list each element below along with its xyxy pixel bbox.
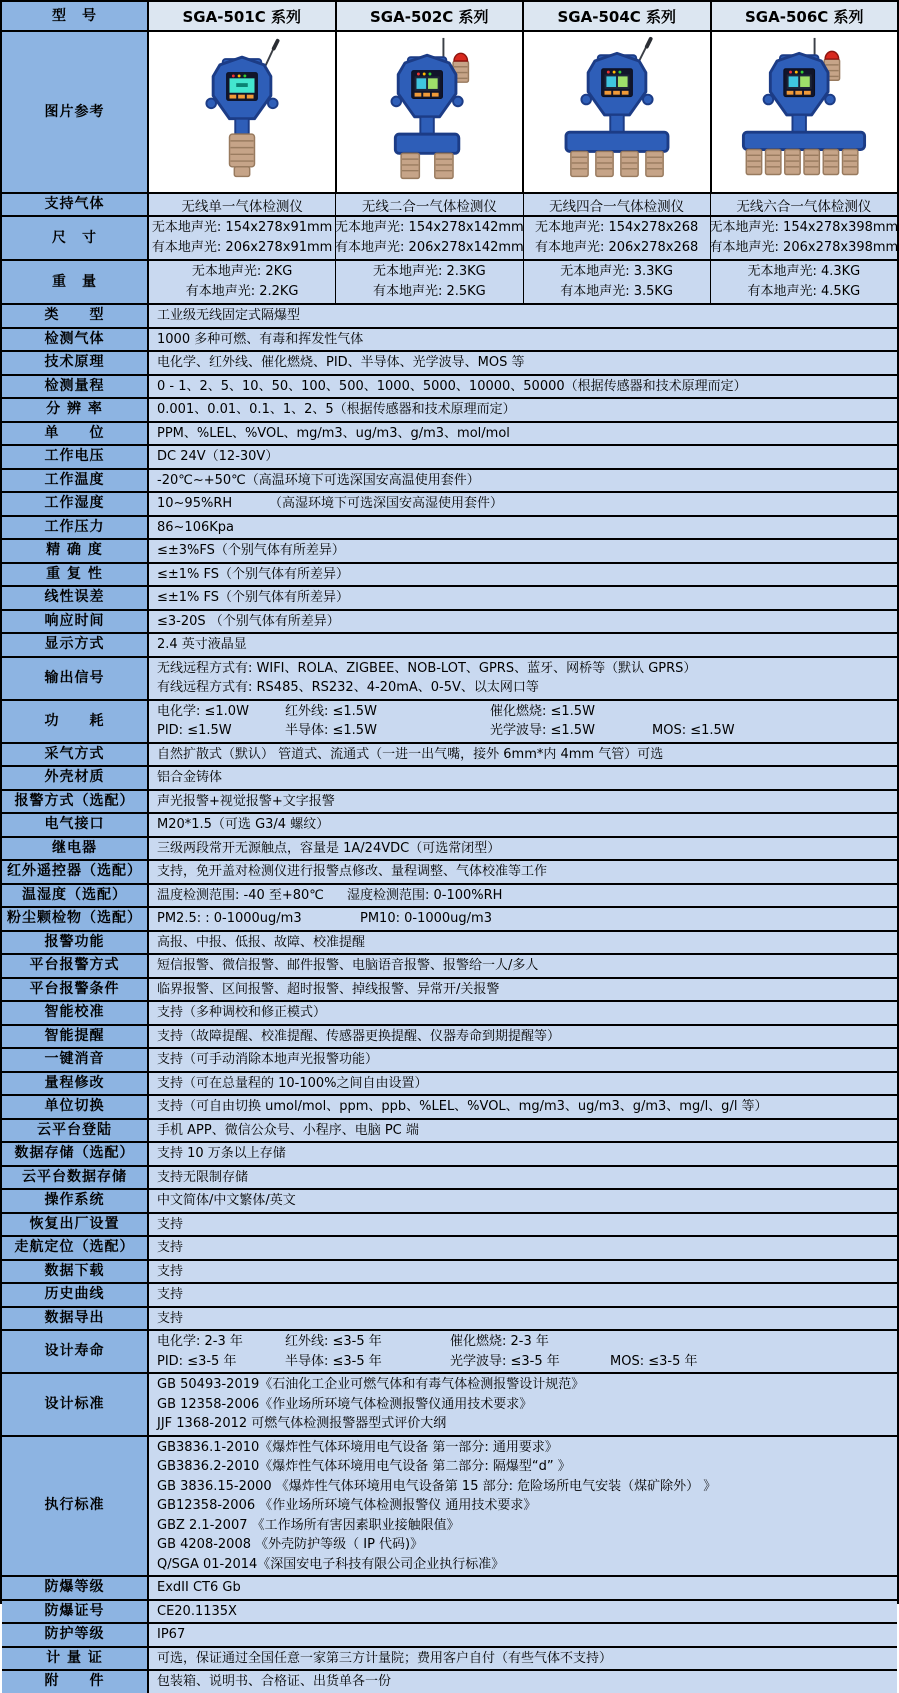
spec-value xyxy=(149,1331,897,1372)
weight-line: 有本地声光: 2.2KG xyxy=(185,283,299,299)
spec-label: 采气方式 xyxy=(2,744,149,766)
table-row xyxy=(2,812,897,836)
weight-line: 有本地声光: 3.5KG xyxy=(560,283,674,299)
spec-segment: PM2.5: : 0-1000ug/m3 xyxy=(157,911,302,926)
spec-value xyxy=(149,564,897,586)
spec-line: 支持（多种调校和修正模式） xyxy=(157,1005,327,1020)
spec-value xyxy=(149,932,897,954)
spec-line: 支持 xyxy=(157,1263,184,1279)
table-row xyxy=(2,562,897,586)
spec-label: 功 耗 xyxy=(2,701,149,742)
spec-line: GB 50493-2019《石油化工企业可燃气体和有毒气体检测报警设计规范》 xyxy=(157,1377,585,1392)
spec-label: 一键消音 xyxy=(2,1049,149,1071)
spec-line: 2.4 英寸液晶显 xyxy=(157,637,247,652)
spec-segment: 光学波导: ≤1.5W xyxy=(490,723,595,738)
spec-line: 无线远程方式有: WIFI、ROLA、ZIGBEE、NOB-LOT、GPRS、蓝牙、网桥等（默认 GPRS） xyxy=(157,660,697,676)
gas-detector-6in1-icon xyxy=(720,36,888,188)
spec-line: 铝合金铸体 xyxy=(157,770,223,785)
spec-line: 临界报警、区间报警、超时报警、掉线报警、异常开/关报警 xyxy=(157,981,500,997)
spec-line: 电化学、红外线、催化燃烧、PID、半导体、光学波导、MOS 等 xyxy=(157,355,525,370)
model-header-label: 型 号 xyxy=(2,2,149,30)
spec-line: M20*1.5（可选 G3/4 螺纹） xyxy=(157,817,330,832)
dimensions-501c xyxy=(149,217,336,259)
spec-label: 检测气体 xyxy=(2,329,149,351)
spec-label: 报警方式（选配） xyxy=(2,791,149,813)
model-header-sga-506c: SGA-506C 系列 xyxy=(712,2,898,30)
weight-line: 有本地声光: 4.5KG xyxy=(747,283,861,299)
image-row-label: 图片参考 xyxy=(2,32,149,192)
spec-segment: 湿度检测范围: 0-100%RH xyxy=(347,887,503,903)
spec-label: 操作系统 xyxy=(2,1190,149,1212)
spec-value xyxy=(149,1049,897,1071)
table-row xyxy=(2,699,897,742)
dimensions-label: 尺 寸 xyxy=(2,217,149,259)
spec-label: 智能校准 xyxy=(2,1002,149,1024)
detector-image-sga-502c xyxy=(337,32,525,192)
spec-value xyxy=(149,1624,897,1646)
spec-line: 支持 xyxy=(157,1216,184,1232)
spec-value xyxy=(149,493,897,515)
table-row xyxy=(2,930,897,954)
spec-line: 支持 xyxy=(157,1310,184,1326)
spec-value xyxy=(149,908,897,930)
spec-value xyxy=(149,1374,897,1435)
dimension-line: 有本地声光: 206x278x91mm xyxy=(151,239,333,255)
spec-value xyxy=(149,885,897,907)
spec-line: 1000 多种可燃、有毒和挥发性气体 xyxy=(157,331,364,347)
spec-label: 工作压力 xyxy=(2,517,149,539)
weight-row xyxy=(2,259,897,303)
spec-label: 显示方式 xyxy=(2,634,149,656)
spec-value xyxy=(149,1308,897,1330)
spec-line: GB 4208-2008 《外壳防护等级（ IP 代码)》 xyxy=(157,1537,424,1552)
weight-501c xyxy=(149,261,336,303)
spec-line: 支持无限制存储 xyxy=(157,1169,249,1185)
table-row xyxy=(2,883,897,907)
table-row xyxy=(2,789,897,813)
spec-label: 线性误差 xyxy=(2,587,149,609)
spec-label: 报警功能 xyxy=(2,932,149,954)
spec-line: 支持 xyxy=(157,1240,184,1255)
spec-line: 0 - 1、2、5、10、50、100、500、1000、5000、10000、50000（根据传感器和技术原理而定） xyxy=(157,378,747,394)
spec-line: -20℃~+50℃（高温环境下可选深国安高温使用套件） xyxy=(157,472,480,488)
spec-label: 工作电压 xyxy=(2,446,149,468)
spec-segment: 催化燃烧: 2-3 年 xyxy=(450,1334,549,1349)
dimensions-502c xyxy=(336,217,523,259)
spec-line: 支持（可手动消除本地声光报警功能） xyxy=(157,1052,379,1067)
table-row xyxy=(2,468,897,492)
detector-image-sga-501c xyxy=(149,32,337,192)
spec-segment: 半导体: ≤3-5 年 xyxy=(285,1353,382,1369)
spec-line: 支持（可在总量程的 10-100%之间自由设置） xyxy=(157,1075,428,1091)
table-row xyxy=(2,632,897,656)
spec-label: 设计寿命 xyxy=(2,1331,149,1372)
image-reference-row xyxy=(2,30,897,192)
table-row xyxy=(2,953,897,977)
table-row xyxy=(2,538,897,562)
spec-value xyxy=(149,399,897,421)
table-row xyxy=(2,742,897,766)
spec-label: 精 确 度 xyxy=(2,540,149,562)
spec-value xyxy=(149,1096,897,1118)
table-row xyxy=(2,1575,897,1599)
table-row xyxy=(2,836,897,860)
table-header-row xyxy=(2,2,897,30)
spec-line: 高报、中报、低报、故障、校准提醒 xyxy=(157,934,366,950)
spec-label: 平台报警条件 xyxy=(2,979,149,1001)
spec-line: 支持（可自由切换 umol/mol、ppm、ppb、%LEL、%VOL、mg/m3、ug/m3、g/m3、mg/l、g/l 等） xyxy=(157,1099,768,1114)
spec-value xyxy=(149,517,897,539)
table-row xyxy=(2,1094,897,1118)
spec-segment: PM10: 0-1000ug/m3 xyxy=(360,911,492,926)
table-row xyxy=(2,327,897,351)
spec-line xyxy=(157,1352,897,1372)
spec-line xyxy=(157,494,897,514)
spec-line: 0.001、0.01、0.1、1、2、5（根据传感器和技术原理而定） xyxy=(157,402,516,417)
spec-label: 云平台数据存储 xyxy=(2,1167,149,1189)
spec-segment: 催化燃烧: ≤1.5W xyxy=(490,703,595,719)
spec-value xyxy=(149,701,897,742)
spec-value xyxy=(149,376,897,398)
spec-line: GB 3836.15-2000 《爆炸性气体环境用电气设备第 15 部分: 危险场所电气安装（煤矿除外） 》 xyxy=(157,1478,717,1494)
dimension-line: 有本地声光: 206x278x142mm xyxy=(335,239,524,255)
model-header-sga-502c: SGA-502C 系列 xyxy=(337,2,525,30)
spec-value xyxy=(149,1002,897,1024)
spec-label: 执行标准 xyxy=(2,1437,149,1576)
table-row xyxy=(2,906,897,930)
spec-line: 可选，保证通过全国任意一家第三方计量院；费用客户自付（有些气体不支持） xyxy=(157,1650,613,1666)
spec-value xyxy=(149,767,897,789)
table-row xyxy=(2,1212,897,1236)
spec-line: 支持（故障提醒、校准提醒、传感器更换提醒、仪器寿命到期提醒等） xyxy=(157,1028,561,1044)
spec-line: CE20.1135X xyxy=(157,1603,237,1619)
table-row xyxy=(2,977,897,1001)
spec-label: 设计标准 xyxy=(2,1374,149,1435)
spec-value xyxy=(149,1073,897,1095)
spec-line: 包装箱、说明书、合格证、出货单各一份 xyxy=(157,1674,392,1689)
spec-line: IP67 xyxy=(157,1627,186,1642)
table-row xyxy=(2,585,897,609)
spec-value xyxy=(149,838,897,860)
spec-line: JJF 1368-2012 可燃气体检测报警器型式评价大纲 xyxy=(157,1416,447,1431)
spec-label: 量程修改 xyxy=(2,1073,149,1095)
spec-line: GB12358-2006 《作业场所环境气体检测报警仪 通用技术要求》 xyxy=(157,1498,537,1513)
spec-label: 温湿度（选配） xyxy=(2,885,149,907)
spec-line: 声光报警+视觉报警+文字报警 xyxy=(157,793,335,809)
spec-line: 自然扩散式（默认） 管道式、流通式（一进一出气嘴，接外 6mm*内 4mm 气管）可选 xyxy=(157,746,664,762)
spec-segment: MOS: ≤1.5W xyxy=(652,723,735,738)
table-row xyxy=(2,491,897,515)
spec-value xyxy=(149,352,897,374)
table-row xyxy=(2,1599,897,1623)
detector-image-sga-506c xyxy=(712,32,898,192)
spec-value xyxy=(149,1120,897,1142)
table-row xyxy=(2,1669,897,1693)
spec-value xyxy=(149,634,897,656)
weight-506c xyxy=(711,261,897,303)
spec-line: 支持 xyxy=(157,1287,184,1302)
spec-label: 恢复出厂设置 xyxy=(2,1214,149,1236)
spec-label: 粉尘颗检物（选配） xyxy=(2,908,149,930)
spec-line: PPM、%LEL、%VOL、mg/m3、ug/m3、g/m3、mol/mol xyxy=(157,425,510,441)
table-row xyxy=(2,1047,897,1071)
spec-line: 86~106Kpa xyxy=(157,519,234,535)
table-row xyxy=(2,1306,897,1330)
spec-value xyxy=(149,1437,897,1576)
spec-line: 短信报警、微信报警、邮件报警、电脑语音报警、报警给一人/多人 xyxy=(157,958,539,973)
spec-label: 输出信号 xyxy=(2,658,149,699)
dimension-line: 无本地声光: 154x278x142mm xyxy=(335,220,524,236)
spec-value xyxy=(149,955,897,977)
spec-label: 重 复 性 xyxy=(2,564,149,586)
weight-line: 有本地声光: 2.5KG xyxy=(372,283,486,299)
model-header-sga-501c: SGA-501C 系列 xyxy=(149,2,337,30)
spec-value xyxy=(149,587,897,609)
spec-line: 中文简体/中文繁体/英文 xyxy=(157,1193,296,1208)
table-row xyxy=(2,656,897,699)
spec-line: ExdII CT6 Gb xyxy=(157,1580,241,1595)
spec-line xyxy=(157,702,897,722)
spec-line: 有线远程方式有: RS485、RS232、4-20mA、0-5V、以太网口等 xyxy=(157,680,539,695)
spec-line: 支持，免开盖对检测仪进行报警点修改、量程调整、气体校准等工作 xyxy=(157,864,548,879)
weight-line: 无本地声光: 2KG xyxy=(191,264,293,280)
spec-line: 工业级无线固定式隔爆型 xyxy=(157,308,301,323)
spec-value xyxy=(149,305,897,327)
weight-line: 无本地声光: 4.3KG xyxy=(747,264,861,280)
weight-line: 无本地声光: 3.3KG xyxy=(560,264,674,280)
spec-value xyxy=(149,744,897,766)
spec-value xyxy=(149,1261,897,1283)
spec-value xyxy=(149,1190,897,1212)
spec-segment: MOS: ≤3-5 年 xyxy=(610,1353,698,1369)
table-row xyxy=(2,1188,897,1212)
spec-label: 历史曲线 xyxy=(2,1284,149,1306)
table-row xyxy=(2,1024,897,1048)
dimensions-row xyxy=(2,215,897,259)
spec-label: 外壳材质 xyxy=(2,767,149,789)
table-row xyxy=(2,765,897,789)
spec-line: GB3836.2-2010《爆炸性气体环境用电气设备 第二部分: 隔爆型“d” 》 xyxy=(157,1459,571,1474)
spec-segment: （高湿环境下可选深国安高湿使用套件） xyxy=(269,496,504,511)
spec-segment: PID: ≤1.5W xyxy=(157,723,232,738)
gas-detector-2in1-icon xyxy=(354,36,504,188)
spec-label: 分 辨 率 xyxy=(2,399,149,421)
weight-502c xyxy=(336,261,523,303)
table-row xyxy=(2,1646,897,1670)
spec-label: 红外遥控器（选配） xyxy=(2,861,149,883)
spec-line: GB 12358-2006《作业场所环境气体检测报警仪通用技术要求》 xyxy=(157,1396,533,1412)
detector-image-sga-504c xyxy=(524,32,712,192)
table-row xyxy=(2,444,897,468)
dimension-line: 无本地声光: 154x278x268 xyxy=(534,220,699,236)
spec-value xyxy=(149,1671,897,1693)
supported-gas-row xyxy=(2,192,897,215)
spec-value xyxy=(149,470,897,492)
spec-line xyxy=(157,886,897,906)
spec-label: 检测量程 xyxy=(2,376,149,398)
table-row xyxy=(2,1329,897,1372)
spec-label: 数据存储（选配） xyxy=(2,1143,149,1165)
weight-label: 重 量 xyxy=(2,261,149,303)
table-row xyxy=(2,1165,897,1189)
spec-value xyxy=(149,329,897,351)
spec-label: 数据导出 xyxy=(2,1308,149,1330)
supported-gas-506c: 无线六合一气体检测仪 xyxy=(711,194,897,215)
spec-value xyxy=(149,446,897,468)
dimension-line: 无本地声光: 154x278x91mm xyxy=(151,220,333,236)
spec-line xyxy=(157,909,897,929)
spec-line: Q/SGA 01-2014《深国安电子科技有限公司企业执行标准》 xyxy=(157,1556,505,1572)
spec-label: 计 量 证 xyxy=(2,1648,149,1670)
spec-value xyxy=(149,1143,897,1165)
spec-segment: 红外线: ≤1.5W xyxy=(285,703,377,719)
spec-line: ≤±1% FS（个别气体有所差异） xyxy=(157,590,350,605)
table-row xyxy=(2,1435,897,1576)
table-row xyxy=(2,1000,897,1024)
spec-value xyxy=(149,791,897,813)
table-row xyxy=(2,303,897,327)
supported-gas-label: 支持气体 xyxy=(2,194,149,215)
spec-line xyxy=(157,1332,897,1352)
spec-segment: 光学波导: ≤3-5 年 xyxy=(450,1353,560,1369)
table-row xyxy=(2,1118,897,1142)
spec-value xyxy=(149,861,897,883)
dimension-line: 无本地声光: 154x278x398mm xyxy=(709,220,899,236)
spec-label: 附 件 xyxy=(2,1671,149,1693)
table-row xyxy=(2,859,897,883)
dimension-line: 有本地声光: 206x278x268 xyxy=(534,239,699,255)
spec-segment: 10~95%RH xyxy=(157,496,233,511)
spec-label: 防爆等级 xyxy=(2,1577,149,1599)
spec-line: GB3836.1-2010《爆炸性气体环境用电气设备 第一部分: 通用要求》 xyxy=(157,1439,558,1455)
spec-line: 支持 10 万条以上存储 xyxy=(157,1146,286,1161)
spec-label: 防爆证号 xyxy=(2,1601,149,1623)
spec-line: 手机 APP、微信公众号、小程序、电脑 PC 端 xyxy=(157,1122,419,1138)
spec-label: 继电器 xyxy=(2,838,149,860)
table-row xyxy=(2,609,897,633)
spec-label: 平台报警方式 xyxy=(2,955,149,977)
dimensions-506c xyxy=(711,217,897,259)
spec-label: 工作湿度 xyxy=(2,493,149,515)
gas-detector-4in1-icon xyxy=(538,36,696,188)
supported-gas-502c: 无线二合一气体检测仪 xyxy=(336,194,523,215)
spec-label: 数据下载 xyxy=(2,1261,149,1283)
spec-value xyxy=(149,1167,897,1189)
table-row xyxy=(2,1235,897,1259)
spec-segment: 红外线: ≤3-5 年 xyxy=(285,1334,382,1349)
spec-label: 防护等级 xyxy=(2,1624,149,1646)
spec-label: 类 型 xyxy=(2,305,149,327)
model-header-sga-504c: SGA-504C 系列 xyxy=(524,2,712,30)
spec-value xyxy=(149,1214,897,1236)
table-row xyxy=(2,1282,897,1306)
spec-label: 云平台登陆 xyxy=(2,1120,149,1142)
spec-segment: 半导体: ≤1.5W xyxy=(285,723,377,738)
spec-line: DC 24V（12-30V） xyxy=(157,449,279,464)
spec-value xyxy=(149,1577,897,1599)
spec-segment: 电化学: 2-3 年 xyxy=(157,1334,243,1349)
gas-detector-single-icon xyxy=(167,36,317,188)
spec-value xyxy=(149,1284,897,1306)
spec-line: 三级两段常开无源触点，容量是 1A/24VDC（可选常闭型） xyxy=(157,840,501,856)
spec-label: 智能提醒 xyxy=(2,1026,149,1048)
spec-label: 电气接口 xyxy=(2,814,149,836)
table-row xyxy=(2,1141,897,1165)
spec-label: 走航定位（选配） xyxy=(2,1237,149,1259)
spec-value xyxy=(149,1648,897,1670)
table-row xyxy=(2,421,897,445)
weight-line: 无本地声光: 2.3KG xyxy=(372,264,486,280)
table-row xyxy=(2,1071,897,1095)
spec-value xyxy=(149,540,897,562)
spec-label: 单位切换 xyxy=(2,1096,149,1118)
spec-label: 响应时间 xyxy=(2,611,149,633)
spec-value xyxy=(149,658,897,699)
spec-label: 单 位 xyxy=(2,423,149,445)
dimension-line: 有本地声光: 206x278x398mm xyxy=(709,239,899,255)
weight-504c xyxy=(524,261,711,303)
table-row xyxy=(2,1259,897,1283)
table-row xyxy=(2,350,897,374)
table-row xyxy=(2,374,897,398)
supported-gas-504c: 无线四合一气体检测仪 xyxy=(524,194,711,215)
spec-segment: 电化学: ≤1.0W xyxy=(157,703,249,719)
spec-segment: 温度检测范围: -40 至+80℃ xyxy=(157,887,324,903)
spec-line: GBZ 2.1-2007 《工作场所有害因素职业接触限值》 xyxy=(157,1517,460,1533)
dimensions-504c xyxy=(524,217,711,259)
supported-gas-501c: 无线单一气体检测仪 xyxy=(149,194,336,215)
spec-value xyxy=(149,1026,897,1048)
spec-label: 工作温度 xyxy=(2,470,149,492)
table-row xyxy=(2,1622,897,1646)
spec-value xyxy=(149,1237,897,1259)
spec-line xyxy=(157,721,897,741)
table-row xyxy=(2,1372,897,1435)
table-row xyxy=(2,397,897,421)
spec-label: 技术原理 xyxy=(2,352,149,374)
spec-value xyxy=(149,814,897,836)
spec-value xyxy=(149,423,897,445)
spec-segment: PID: ≤3-5 年 xyxy=(157,1353,237,1369)
spec-line: ≤±3%FS（个别气体有所差异） xyxy=(157,543,345,558)
spec-value xyxy=(149,611,897,633)
spec-value xyxy=(149,979,897,1001)
spec-line: ≤±1% FS（个别气体有所差异） xyxy=(157,566,350,582)
spec-line: ≤3-20S （个别气体有所差异） xyxy=(157,613,340,629)
table-row xyxy=(2,515,897,539)
